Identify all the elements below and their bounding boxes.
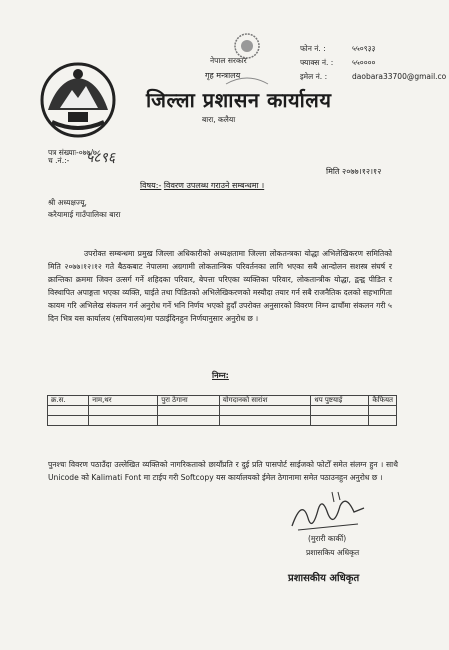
- table-cell: [219, 406, 311, 416]
- fax-value: ५५००००: [352, 58, 376, 67]
- table-cell: [89, 406, 158, 416]
- subject-line: [140, 180, 264, 191]
- subject-label: विषय:-: [140, 181, 162, 190]
- table-cell: [158, 406, 219, 416]
- table-cell: [311, 406, 369, 416]
- table-cell: [219, 416, 311, 426]
- email-label: इमेल नं. :: [300, 72, 328, 81]
- table-row: [48, 406, 397, 416]
- signer-name: (मुरारी कार्की): [308, 534, 347, 543]
- office-title: जिल्ला प्रशासन कार्यालय: [146, 88, 332, 112]
- signer-post: प्रशासकिय अधिकृत: [306, 548, 360, 557]
- table-cell: [369, 416, 397, 426]
- phone-row: [300, 44, 446, 54]
- signature-icon: [288, 488, 368, 534]
- fax-row: [300, 58, 446, 68]
- table-cell: [158, 416, 219, 426]
- email-row: [300, 72, 446, 82]
- ministry-line-2: गृह मन्त्रालय: [205, 71, 241, 80]
- col-name: नाम,थर: [89, 396, 158, 406]
- col-evidence: धप पुष्टयाई: [311, 396, 369, 406]
- reference-number: पत्र संख्याः-०७७/७८: [48, 148, 101, 157]
- body-paragraph-1: [48, 247, 392, 325]
- email-value: daobara33700@gmail.co: [352, 72, 447, 81]
- col-remarks: कैफियत: [369, 396, 397, 406]
- phone-label: फोन नं. :: [300, 44, 326, 53]
- records-table: [47, 395, 397, 426]
- ministry-line-1: नेपाल सरकार: [210, 56, 247, 65]
- table-row: [48, 416, 397, 426]
- subject-text: विवरण उपलब्ध गराउने सम्बन्धमा ।: [163, 181, 265, 190]
- col-address: पुरा ठेगाना: [158, 396, 219, 406]
- table-cell: [369, 406, 397, 416]
- office-place: बारा, कलैया: [202, 115, 236, 124]
- nepal-emblem-icon: [38, 60, 118, 140]
- letter-date: मिति २०७७।१२।१२: [326, 167, 382, 176]
- body-paragraph-2: पुनश्चः विवरण पठाउँदा उल्लेखित व्यक्तिको नागरिकताको छायाँप्रति र दुई प्रति पासपोर्ट साईजको फोटोँ समेत संलग्न हुन । साथै Unicode को Kalimati Font मा टाईप गरी Softcopy यस कार्यालयको ईमेल ठेगानामा समेत पठाउनहुन अनुरोध छ ।: [48, 460, 398, 482]
- col-sn: क्र.स.: [48, 396, 89, 406]
- addressee-line-1: श्री अध्यक्षज्यू,: [48, 198, 87, 207]
- table-header-row: [48, 396, 397, 406]
- table-cell: [311, 416, 369, 426]
- phone-value: ५५०९३३: [352, 44, 376, 53]
- table-cell: [89, 416, 158, 426]
- required-heading: निम्न:: [212, 371, 229, 380]
- contact-block: [300, 44, 446, 86]
- addressee-line-2: करैयामाई गाउँपालिका बारा: [48, 210, 121, 219]
- signer-footer: प्रशासकीय अधिकृत: [288, 573, 360, 584]
- col-contribution: योगदानको सारांश: [219, 396, 311, 406]
- dispatch-label: च .नं.:-: [48, 156, 70, 165]
- dispatch-number-handwritten: ५८९६: [86, 150, 116, 166]
- table-cell: [48, 406, 89, 416]
- fax-label: फ्याक्स नं. :: [300, 58, 334, 67]
- body-paragraph-1-text: उपरोक्त सम्बन्धमा प्रमुख जिल्ला अधिकारीको अध्यक्षतामा जिल्ला लोकतन्त्रका योद्धा अभिलेखिकरण समितिको मिति २०७७।१२।१२ गते बैठकबाट नेपालमा अग्रगामी लोकतान्त्रिक परिवर्तनका लागि भएका सबै आन्दोलन सशस्त्र संघर्ष र क्रान्तिका क्रममा जिवन उत्सर्ग गर्ने शहिदका परिवार, बेपत्ता परिएका व्यक्तिका परिवार, लोकतान्त्रीक योद्धा, द्वन्द्व पीडित र विस्थापित अपाङ्गता भएका व्यक्ति, घाईते तथा पिडितको अभिलेखिकरणको मस्यौदा तयार गर्न सबै राजनैतिक दलको सहभागिता कायम गरि अभिलेख संकलन गर्न अनुरोध गर्ने भनि निर्णय भएको हुदाँ उपरोक्त अनुसारको विवरण निम्न ढाचाँमा संकलन गरी ५ दिन भित्र यस कार्यालय (सचिवालय)मा पठाईदिनहुन निर्णयानुसार अनुरोध छ ।: [48, 249, 392, 323]
- table-cell: [48, 416, 89, 426]
